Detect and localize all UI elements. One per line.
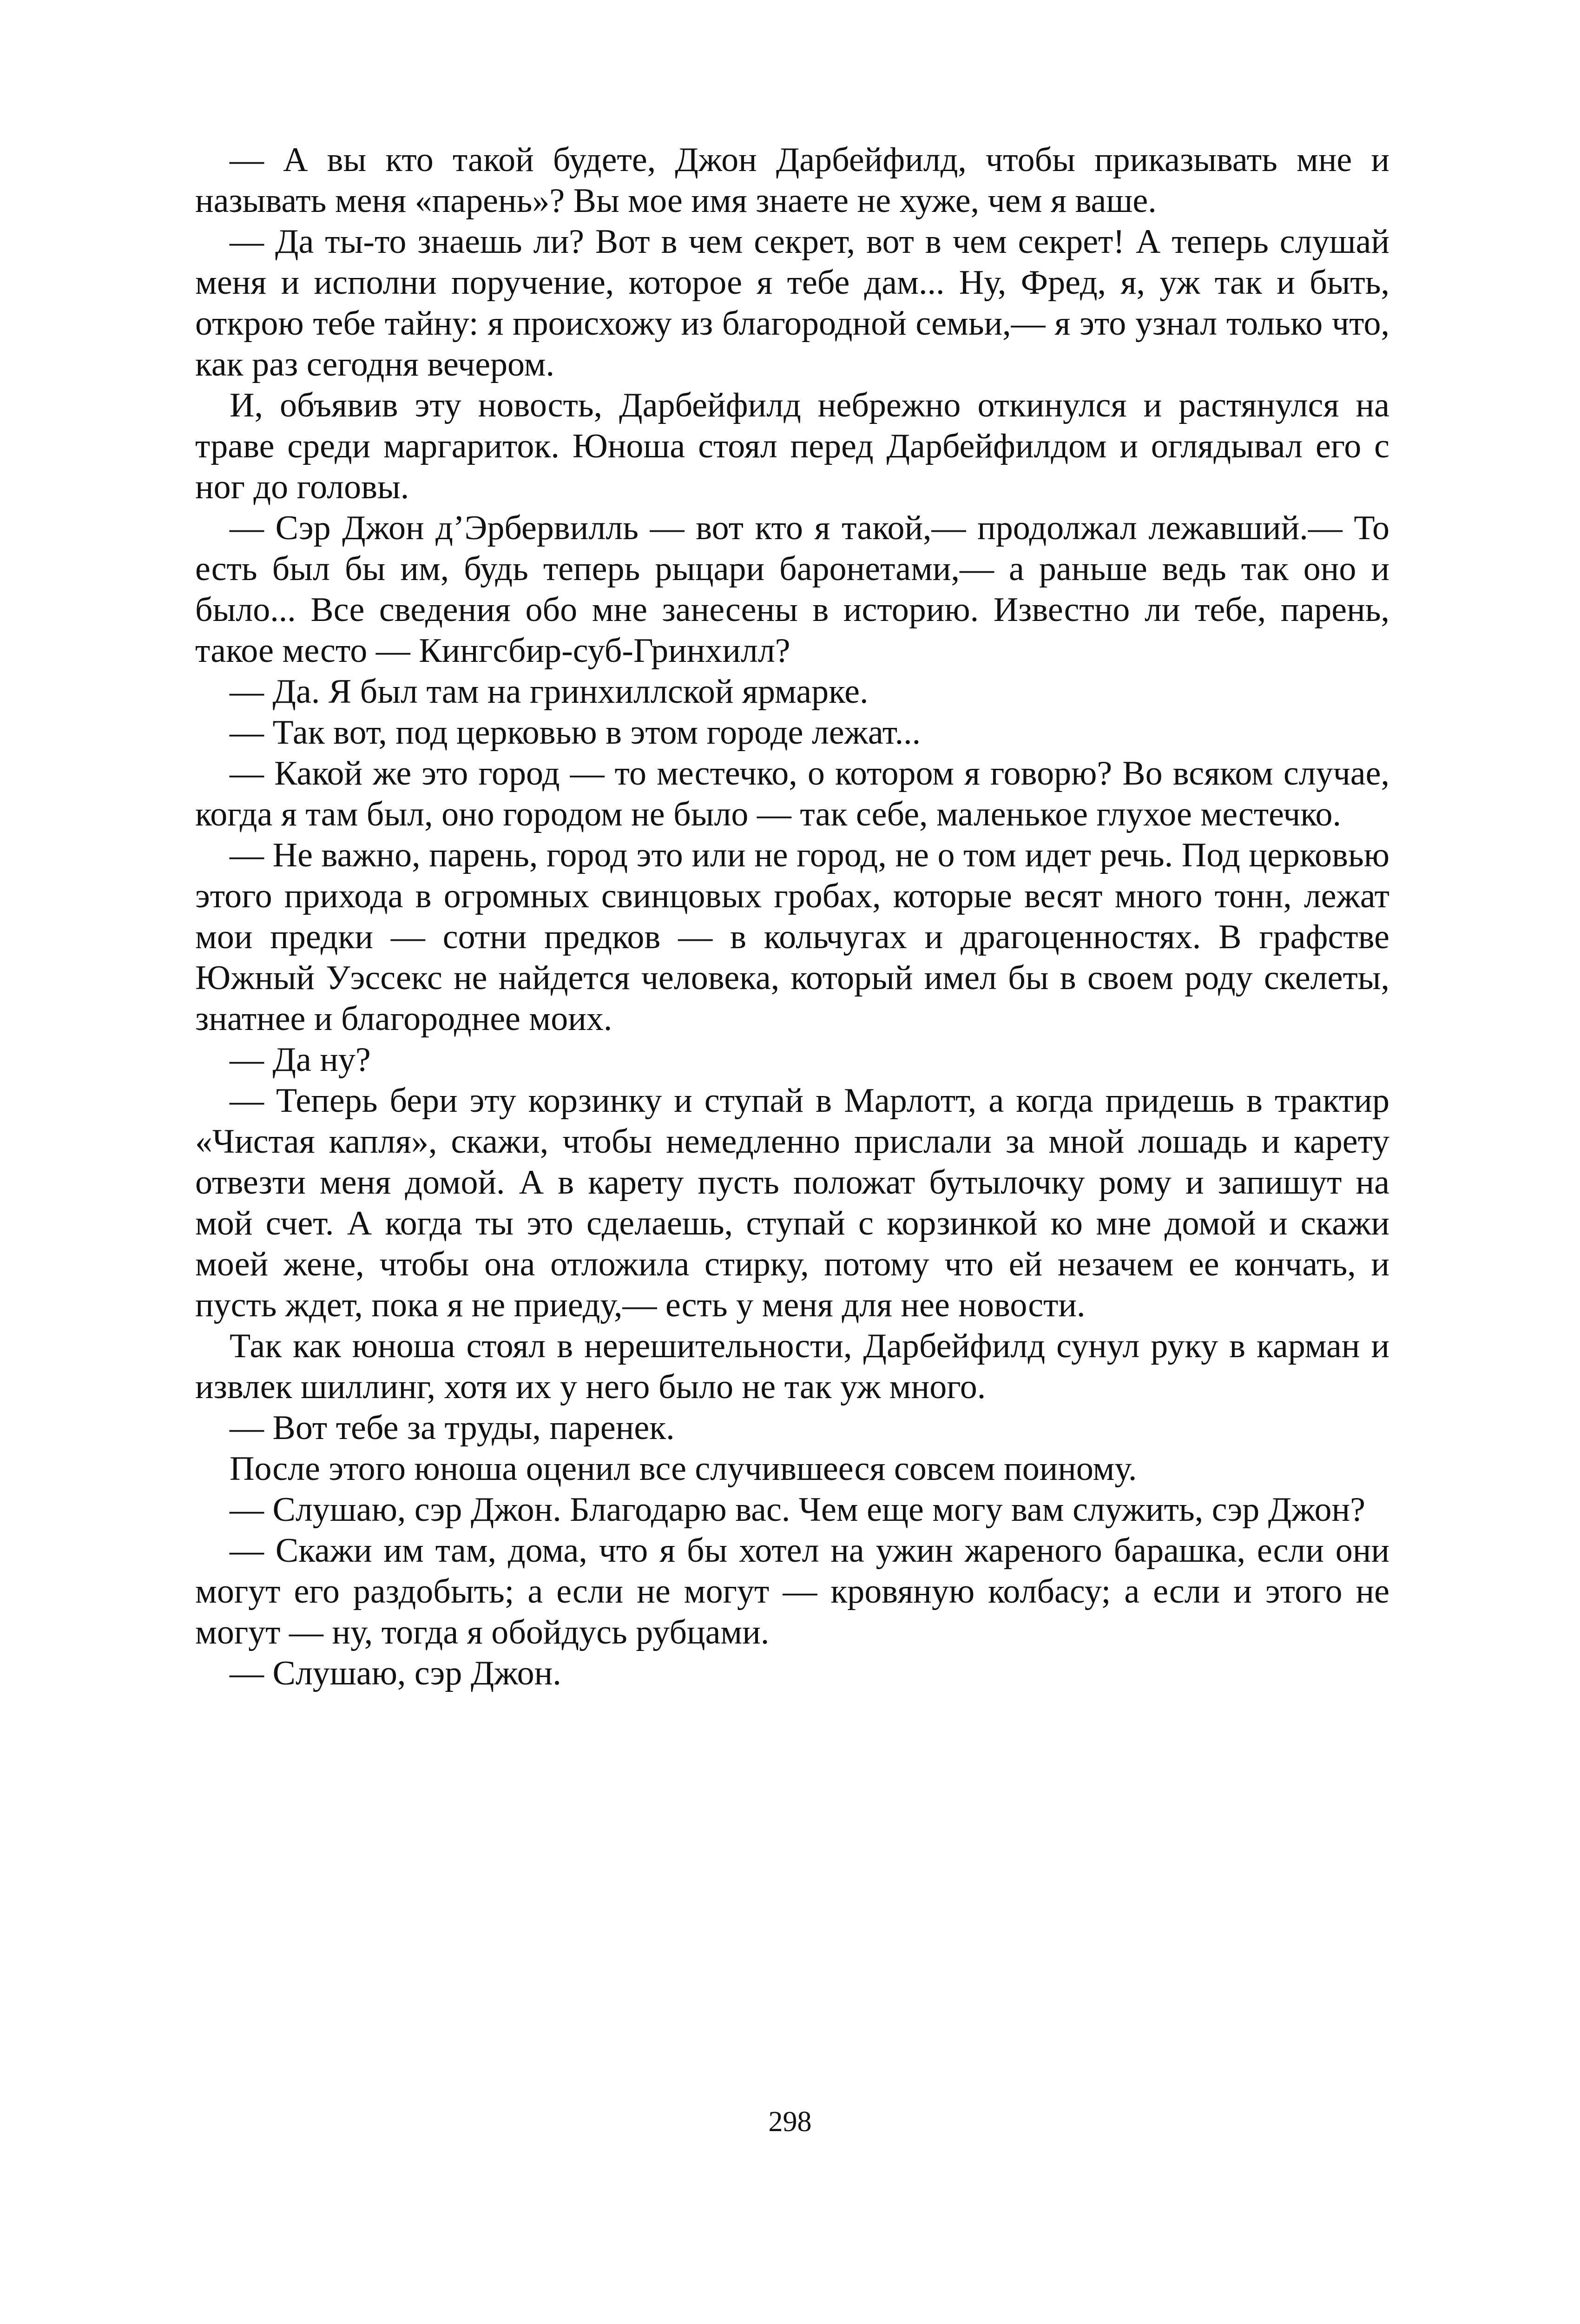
- paragraph-13: После этого юноша оценил все случившееся совсем поиному.: [230, 1450, 1137, 1488]
- paragraph-5: — Да. Я был там на гринхиллской ярмарке.: [230, 673, 869, 711]
- paragraph-11: Так как юноша стоял в нерешительности, Дарбейфилд сунул руку в карман и извлек шиллинг, хотя их у него было не так уж много.: [195, 1327, 1389, 1406]
- paragraph-6: — Так вот, под церковью в этом городе лежат...: [230, 713, 921, 752]
- paragraph-16: — Слушаю, сэр Джон.: [230, 1654, 561, 1692]
- paragraph-2: — Да ты-то знаешь ли? Вот в чем секрет, вот в чем секрет! А теперь слушай меня и исполни поручение, которое я тебе дам... Ну, Фред, я, уж так и быть, открою тебе тайну: я происхожу из благородной семьи,— я это узнал только что, как раз сегодня вечером.: [195, 223, 1389, 383]
- paragraph-4: — Сэр Джон д’Эрбервилль — вот кто я такой,— продолжал лежавший.— То есть был бы им, будь теперь рыцари баронетами,— а раньше ведь так оно и было... Все сведения обо мне занесены в историю. Известно ли тебе, парень, такое место — Кингсбир-суб-Гринхилл?: [195, 509, 1389, 670]
- page-number: 298: [768, 2106, 812, 2138]
- paragraph-7: — Какой же это город — то местечко, о котором я говорю? Во всяком случае, когда я там был, оно городом не было — так себе, маленькое глухое местечко.: [195, 754, 1389, 833]
- page-body-text: [195, 139, 1389, 1694]
- paragraph-10: — Теперь бери эту корзинку и ступай в Марлотт, а когда придешь в трактир «Чистая капля», скажи, чтобы немедленно прислали за мной лошадь и карету отвезти меня домой. А в карету пусть положат бутылочку рому и запишут на мой счет. А когда ты это сделаешь, ступай с корзинкой ко мне домой и скажи моей жене, чтобы она отложила стирку, потому что ей незачем ее кончать, и пусть ждет, пока я не приеду,— есть у меня для нее новости.: [195, 1082, 1389, 1324]
- paragraph-8: — Не важно, парень, город это или не город, не о том идет речь. Под церковью этого прихода в огромных свинцовых гробах, которые весят много тонн, лежат мои предки — сотни предков — в кольчугах и драгоценностях. В графстве Южный Уэссекс не найдется человека, который имел бы в своем роду скелеты, знатнее и благороднее моих.: [195, 836, 1389, 1038]
- paragraph-9: — Да ну?: [230, 1041, 371, 1079]
- paragraph-14: — Слушаю, сэр Джон. Благодарю вас. Чем еще могу вам служить, сэр Джон?: [230, 1491, 1365, 1529]
- paragraph-15: — Скажи им там, дома, что я бы хотел на ужин жареного барашка, если они могут его раздобыть; а если не могут — кровяную колбасу; а если и этого не могут — ну, тогда я обойдусь рубцами.: [195, 1532, 1389, 1651]
- paragraph-1: — А вы кто такой будете, Джон Дарбейфилд, чтобы приказывать мне и называть меня «парень»? Вы мое имя знаете не хуже, чем я ваше.: [195, 141, 1389, 220]
- paragraph-12: — Вот тебе за труды, паренек.: [230, 1409, 675, 1447]
- paragraph-3: И, объявив эту новость, Дарбейфилд небрежно откинулся и растянулся на траве среди маргариток. Юноша стоял перед Дарбейфилдом и оглядывал его с ног до головы.: [195, 386, 1389, 506]
